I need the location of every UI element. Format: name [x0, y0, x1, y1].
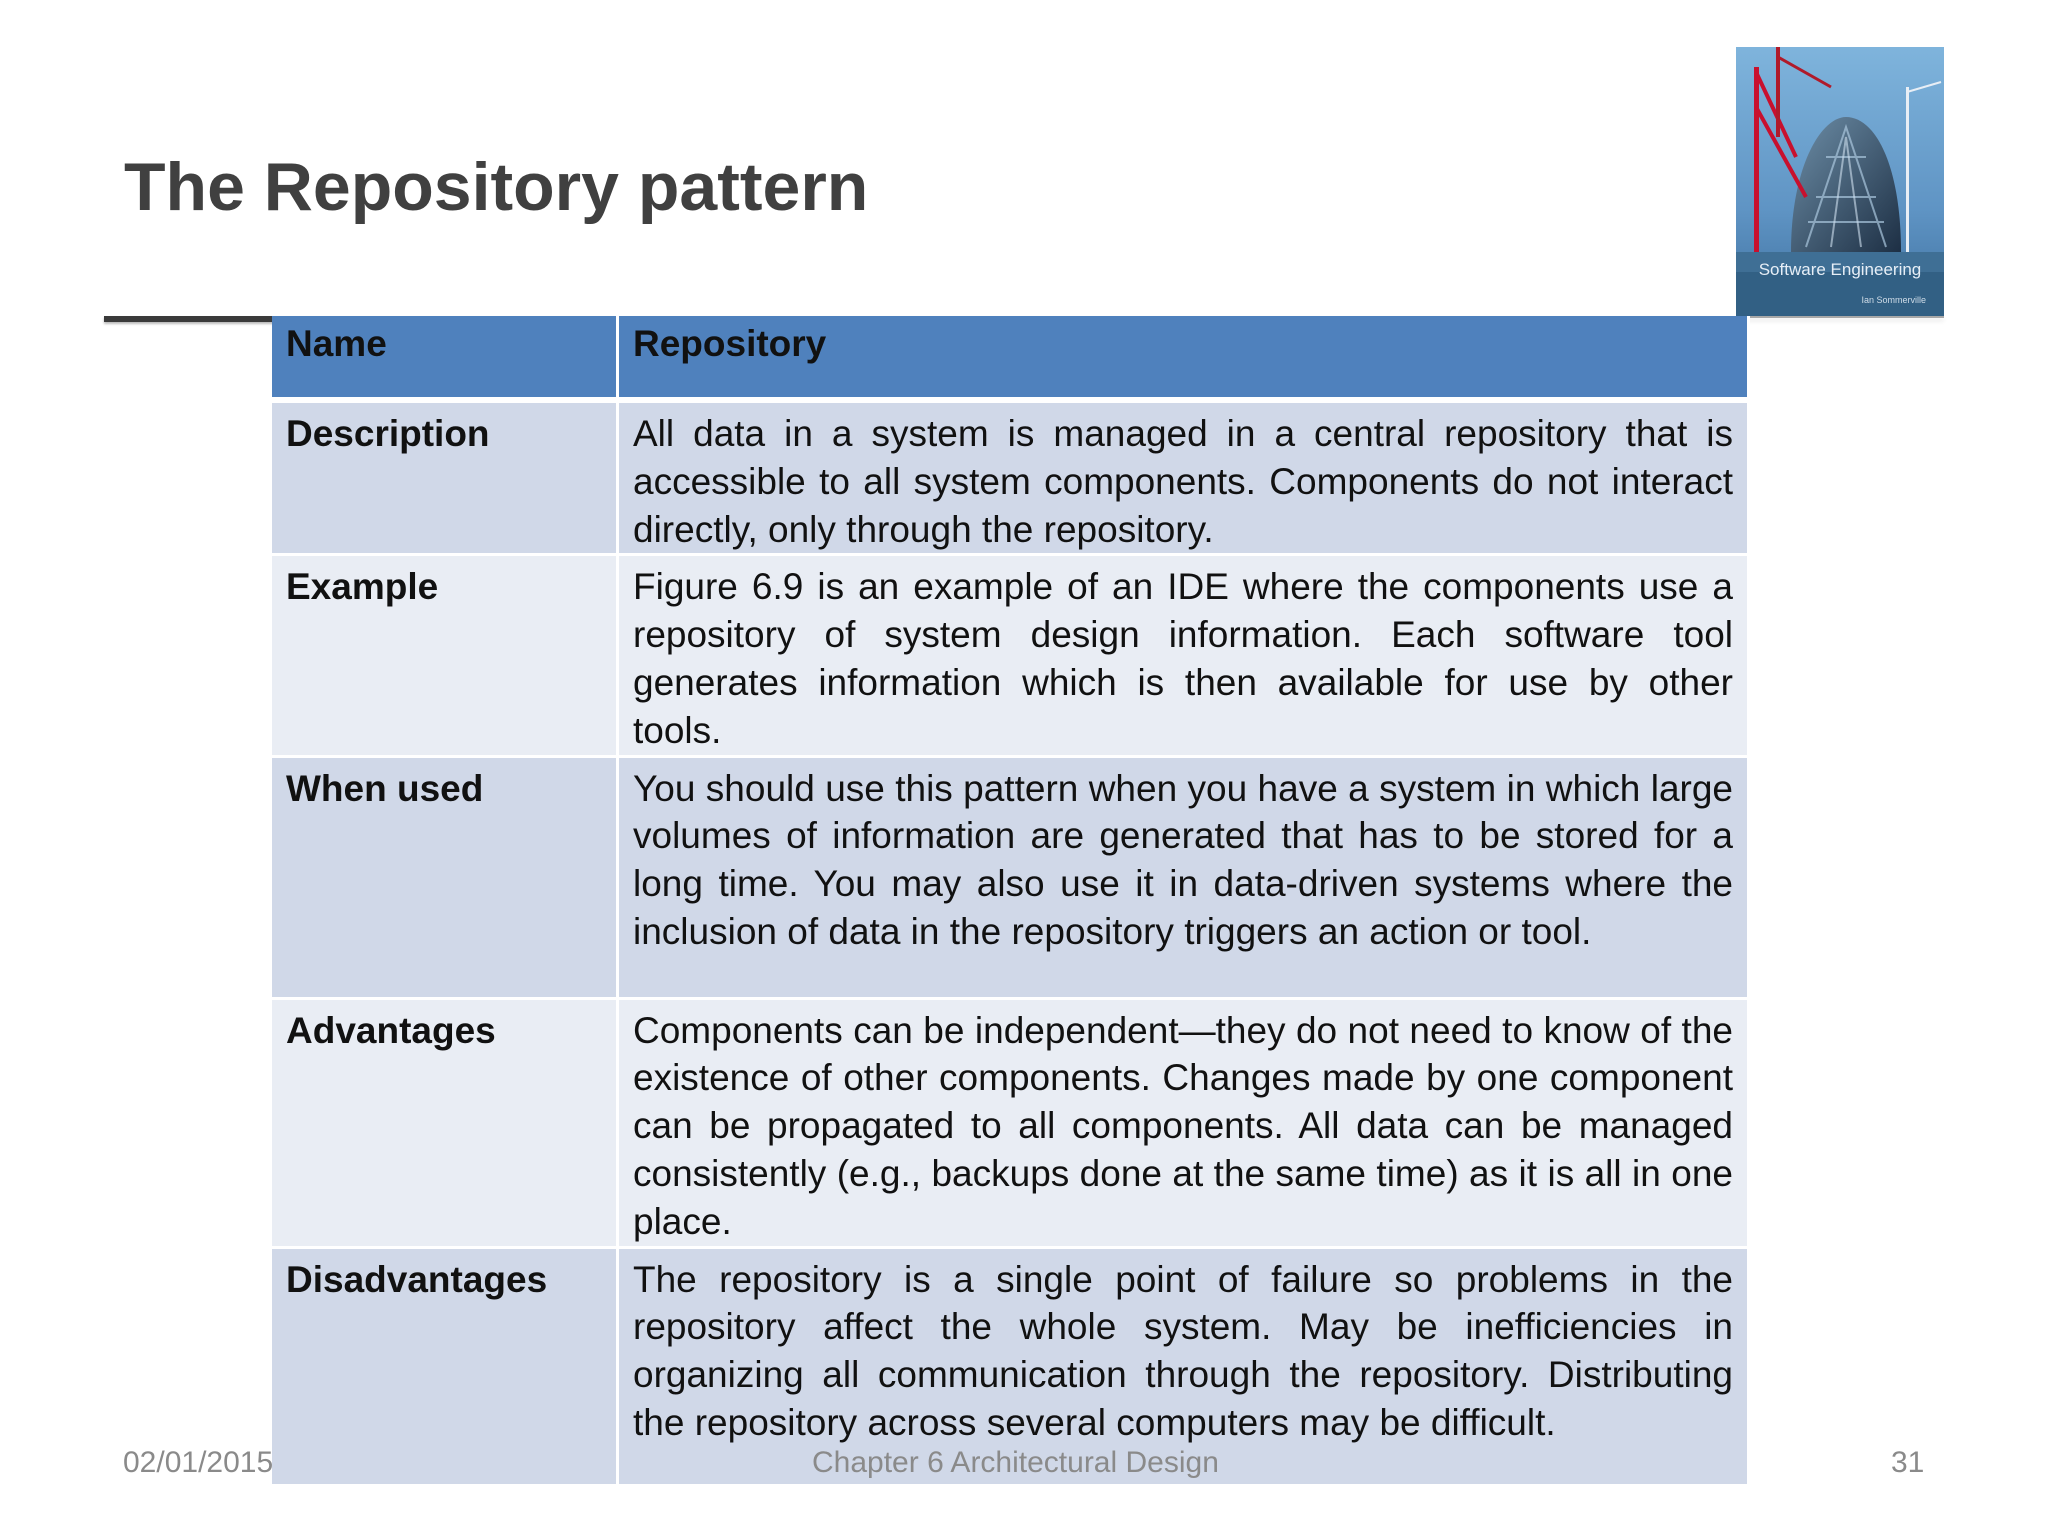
row-label: Advantages: [272, 1000, 619, 1249]
row-text: Components can be independent—they do not need to know of the existence of other components. Changes made by one component can be propagated to all components. All data can be managed consistently (e.g., backups done at the same time) as it is all in one place.: [619, 1000, 1750, 1249]
pattern-table: [272, 316, 1750, 1487]
table-row-when-used: [272, 758, 1750, 1000]
table-row-advantages: [272, 1000, 1750, 1249]
row-text: All data in a system is managed in a central repository that is accessible to all system components. Components do not interact directly, only through the repository.: [619, 403, 1750, 556]
table-row-description: [272, 403, 1750, 556]
row-text: You should use this pattern when you have a system in which large volumes of information are generated that has to be stored for a long time. You may also use it in data-driven systems where the inclusion of data in the repository triggers an action or tool.: [619, 758, 1750, 1000]
header-name-value: Repository: [619, 316, 1750, 403]
row-text: The repository is a single point of failure so problems in the repository affect the whole system. May be inefficiencies in organizing all communication through the repository. Distributing the repository across several computers may be difficult.: [619, 1249, 1750, 1487]
title-underline-accent: [104, 316, 274, 322]
row-text: Figure 6.9 is an example of an IDE where the components use a repository of system design information. Each software tool generates information which is then available for use by other tools.: [619, 556, 1750, 757]
footer-page-number: 31: [1891, 1446, 1925, 1479]
cover-author-text: Ian Sommerville: [1861, 295, 1926, 305]
footer-chapter-title: Chapter 6 Architectural Design: [812, 1446, 1219, 1479]
table-row-example: [272, 556, 1750, 757]
table-header-row: [272, 316, 1750, 403]
row-label: When used: [272, 758, 619, 1000]
row-label: Disadvantages: [272, 1249, 619, 1487]
row-label: Description: [272, 403, 619, 556]
header-name-label: Name: [272, 316, 619, 403]
slide-title: The Repository pattern: [124, 149, 869, 225]
row-label: Example: [272, 556, 619, 757]
cover-title-text: Software Engineering: [1758, 260, 1922, 279]
book-cover-image: [1736, 47, 1944, 318]
footer-date: 02/01/2015: [123, 1446, 274, 1479]
